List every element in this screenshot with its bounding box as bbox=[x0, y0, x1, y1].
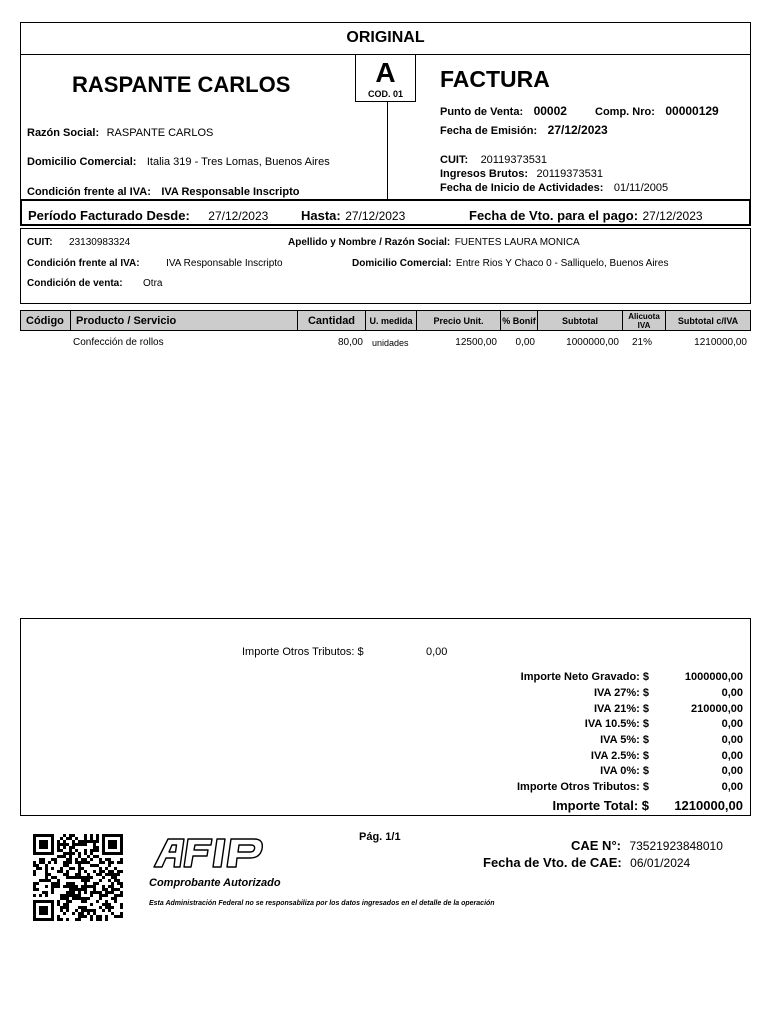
total-line-value: 0,00 bbox=[721, 734, 743, 746]
items-table-header bbox=[20, 310, 751, 331]
punto-venta-label: Punto de Venta: bbox=[440, 106, 524, 118]
client-venta bbox=[27, 273, 162, 291]
cae-vto-value: 06/01/2024 bbox=[630, 856, 691, 870]
total-line bbox=[21, 671, 743, 687]
domicilio-label: Domicilio Comercial: bbox=[27, 156, 137, 168]
total-line-label: IVA 2.5%: $ bbox=[590, 750, 649, 762]
cae-vto bbox=[483, 854, 690, 872]
total-line-value: 0,00 bbox=[721, 750, 743, 762]
client-domicilio bbox=[352, 253, 668, 271]
client-nombre bbox=[288, 232, 580, 250]
invoice-type-letter: A bbox=[375, 57, 396, 88]
total-line-label: IVA 10.5%: $ bbox=[584, 718, 649, 730]
client-cuit-label: CUIT: bbox=[27, 237, 53, 248]
col-cantidad bbox=[298, 311, 366, 331]
disclaimer: Esta Administración Federal no se responsabiliza por los datos ingresados en el detalle de la operación bbox=[149, 900, 495, 907]
col-bonif bbox=[501, 311, 538, 331]
page-number: Pág. 1/1 bbox=[359, 831, 401, 843]
row-precio: 12500,00 bbox=[455, 337, 497, 348]
original-banner bbox=[20, 22, 751, 55]
issuer-cuit-value: 20119373531 bbox=[480, 154, 548, 166]
total-line-value: 1000000,00 bbox=[684, 671, 743, 683]
col-umedida bbox=[366, 311, 417, 331]
col-precio-label: Precio Unit. bbox=[433, 316, 484, 326]
period-bar bbox=[20, 199, 751, 226]
razon-social-label: Razón Social: bbox=[27, 127, 100, 139]
fecha-emision bbox=[440, 121, 608, 139]
cae-vto-label: Fecha de Vto. de CAE: bbox=[483, 855, 622, 870]
total-line bbox=[21, 781, 743, 797]
qr-code-graphic bbox=[32, 833, 124, 921]
client-iva-value: IVA Responsable Inscripto bbox=[166, 258, 283, 269]
importe-total bbox=[21, 798, 743, 816]
row-subtotal: 1000000,00 bbox=[566, 337, 619, 348]
col-producto bbox=[71, 311, 298, 331]
client-nombre-label: Apellido y Nombre / Razón Social: bbox=[288, 237, 451, 248]
totals-block bbox=[20, 618, 751, 816]
condicion-iva bbox=[27, 182, 299, 200]
row-producto: Confección de rollos bbox=[73, 337, 164, 348]
total-line-label: IVA 0%: $ bbox=[600, 765, 649, 777]
total-line-value: 210000,00 bbox=[691, 703, 743, 715]
col-subtotal-iva-label: Subtotal c/IVA bbox=[677, 316, 739, 326]
client-domicilio-value: Entre Rios Y Chaco 0 - Salliquelo, Buenos Aires bbox=[455, 258, 669, 269]
total-line bbox=[21, 718, 743, 734]
punto-venta bbox=[440, 102, 567, 120]
otros-tributos-value: 0,00 bbox=[426, 646, 448, 658]
invoice-type-box bbox=[355, 54, 416, 102]
fecha-emision-value: 27/12/2023 bbox=[547, 123, 608, 137]
client-iva bbox=[27, 253, 283, 271]
total-line-value: 0,00 bbox=[721, 765, 743, 777]
col-bonif-label: % Bonif bbox=[502, 316, 536, 326]
issuer-cuit-label: CUIT: bbox=[440, 154, 469, 166]
importe-total-value: 1210000,00 bbox=[674, 798, 743, 813]
row-cantidad: 80,00 bbox=[337, 337, 363, 348]
razon-social bbox=[27, 123, 213, 141]
col-subtotal bbox=[538, 311, 623, 331]
domicilio-value: Italia 319 - Tres Lomas, Buenos Aires bbox=[146, 156, 330, 168]
header-divider bbox=[387, 101, 388, 200]
inicio-actividades bbox=[440, 178, 668, 196]
afip-logo-graphic bbox=[150, 836, 266, 870]
row-alicuota: 21% bbox=[632, 337, 653, 348]
inicio-actividades-label: Fecha de Inicio de Actividades: bbox=[440, 182, 604, 194]
periodo-desde-label: Período Facturado Desde: bbox=[28, 208, 190, 223]
cae-value: 73521923848010 bbox=[629, 839, 723, 853]
fecha-vto-pago-label: Fecha de Vto. para el pago: bbox=[469, 208, 639, 223]
client-venta-value: Otra bbox=[143, 278, 163, 289]
col-alicuota-label: Alicuota IVA bbox=[628, 312, 660, 330]
total-line bbox=[21, 765, 743, 781]
fecha-emision-label: Fecha de Emisión: bbox=[440, 125, 538, 137]
invoice-type-code: COD. 01 bbox=[367, 89, 403, 99]
col-subtotal-label: Subtotal bbox=[562, 316, 598, 326]
client-cuit-value: 23130983324 bbox=[69, 237, 131, 248]
razon-social-value: RASPANTE CARLOS bbox=[106, 127, 214, 139]
row-subtotal-iva: 1210000,00 bbox=[694, 337, 747, 348]
col-codigo-label: Código bbox=[26, 315, 64, 327]
total-line-value: 0,00 bbox=[721, 781, 743, 793]
iva-label: Condición frente al IVA: bbox=[27, 186, 151, 198]
col-umedida-label: U. medida bbox=[369, 316, 413, 326]
punto-venta-value: 00002 bbox=[533, 104, 567, 118]
col-alicuota bbox=[623, 311, 666, 331]
cae bbox=[571, 837, 723, 855]
client-nombre-value: FUENTES LAURA MONICA bbox=[454, 237, 580, 248]
iva-value: IVA Responsable Inscripto bbox=[161, 186, 300, 198]
importe-total-label: Importe Total: $ bbox=[552, 798, 649, 813]
total-line-label: Importe Neto Gravado: $ bbox=[520, 671, 649, 683]
client-iva-label: Condición frente al IVA: bbox=[27, 258, 140, 269]
otros-tributos-label: Importe Otros Tributos: $ bbox=[242, 646, 364, 658]
comprobante-autorizado: Comprobante Autorizado bbox=[149, 877, 281, 889]
periodo-hasta-value: 27/12/2023 bbox=[345, 209, 406, 223]
periodo-desde bbox=[28, 207, 268, 225]
col-producto-label: Producto / Servicio bbox=[76, 315, 177, 327]
client-block bbox=[20, 228, 751, 304]
total-line-label: Importe Otros Tributos: $ bbox=[516, 781, 649, 793]
fecha-vto-pago-value: 27/12/2023 bbox=[642, 209, 703, 223]
afip-logo bbox=[150, 836, 266, 870]
qr-code-icon bbox=[32, 833, 124, 921]
cae-label: CAE N°: bbox=[571, 838, 621, 853]
total-line-value: 0,00 bbox=[721, 687, 743, 699]
total-line-label: IVA 27%: $ bbox=[593, 687, 649, 699]
col-codigo bbox=[21, 311, 71, 331]
inicio-actividades-value: 01/11/2005 bbox=[613, 182, 669, 194]
ingresos-brutos-label: Ingresos Brutos: bbox=[440, 168, 529, 180]
comp-nro bbox=[595, 102, 719, 120]
total-line bbox=[21, 703, 743, 719]
col-precio bbox=[417, 311, 501, 331]
client-cuit bbox=[27, 232, 130, 250]
comp-nro-value: 00000129 bbox=[665, 104, 719, 118]
col-subtotal-iva bbox=[666, 311, 750, 331]
total-line-label: IVA 21%: $ bbox=[593, 703, 649, 715]
issuer-name: RASPANTE CARLOS bbox=[72, 72, 291, 97]
original-label: ORIGINAL bbox=[346, 29, 425, 46]
domicilio-comercial bbox=[27, 152, 330, 170]
row-umedida: unidades bbox=[372, 338, 409, 348]
periodo-desde-value: 27/12/2023 bbox=[208, 209, 269, 223]
periodo-hasta bbox=[301, 207, 405, 225]
row-bonif: 0,00 bbox=[515, 337, 535, 348]
total-line bbox=[21, 750, 743, 766]
client-domicilio-label: Domicilio Comercial: bbox=[352, 258, 452, 269]
total-line-value: 0,00 bbox=[721, 718, 743, 730]
otros-tributos bbox=[242, 646, 448, 658]
total-line bbox=[21, 734, 743, 750]
col-cantidad-label: Cantidad bbox=[307, 315, 356, 327]
total-line-label: IVA 5%: $ bbox=[600, 734, 649, 746]
ingresos-brutos-value: 20119373531 bbox=[536, 168, 603, 180]
fecha-vto-pago bbox=[469, 207, 703, 225]
doc-title: FACTURA bbox=[440, 66, 550, 92]
periodo-hasta-label: Hasta: bbox=[301, 208, 341, 223]
total-line bbox=[21, 687, 743, 703]
client-venta-label: Condición de venta: bbox=[27, 278, 123, 289]
table-row bbox=[20, 337, 751, 353]
comp-nro-label: Comp. Nro: bbox=[595, 106, 655, 118]
